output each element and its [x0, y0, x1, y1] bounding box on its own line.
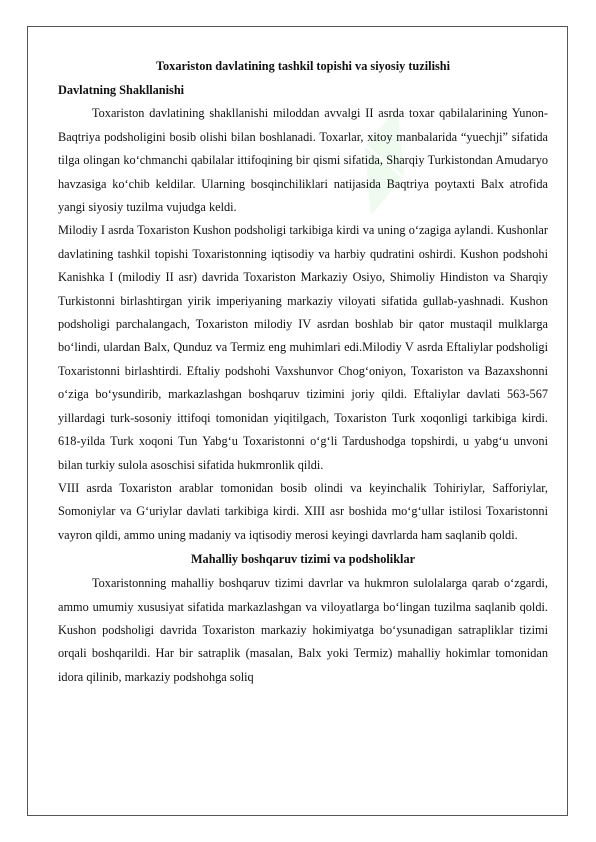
paragraph: Milodiy I asrda Toxariston Kushon podsholigi tarkibiga kirdi va uning o‘zagiga aylandi. Kushonlar davlatining tashkil topishi Toxaristonning iqtisodiy va harbiy qudratini oshirdi. Kushon podshohi Kanishka I (milodiy II asr) davrida Toxariston Markaziy Osiyo, Shimoliy Hindiston va Sharqiy Turkistonni birlashtirgan yirik imperiyaning markaziy viloyati sifatida gullab-yashnadi. Kushon podsholigi parchalangach, Toxariston milodiy IV asrdan boshlab bir qator mustaqil mulklarga bo‘lindi, ulardan Balx, Qunduz va Termiz eng muhimlari edi.Milodiy V asrda Eftaliylar podsholigi Toxaristonni birlashtirdi. Eftaliy podshohi Vaxshunvor Chog‘oniyon, Toxariston va Bazaxshonni o‘ziga bo‘ysundirib, markazlashgan boshqaruv tizimini joriy qildi. Eftaliylar davlati 563-567 yillardagi turk-sosoniy ittifoqi tomonidan yiqitilgach, Toxariston Turk xoqonligi tarkibiga kirdi. 618-yilda Turk xoqoni Tun Yabg‘u Toxaristonni o‘g‘li Tardushodga topshirdi, u yabg‘u unvoni bilan turkiy sulola asoschisi sifatida hukmronlik qildi. — [58, 223, 548, 472]
paragraph: Toxaristonning mahalliy boshqaruv tizimi davrlar va hukmron sulolalarga qarab o‘zgardi, ammo umumiy xususiyat sifatida markazlashgan va viloyatlarga bo‘lingan tuzilma saqlanib qoldi. Kushon podsholigi davrida Toxariston markaziy hokimiyatga bo‘ysunadigan satrapliklar tizimi orqali boshqarildi. Har bir satraplik (masalan, Balx yoki Termiz) mahalliy hokimlar tomonidan idora qilinib, markaziy podshohga soliq — [58, 576, 548, 684]
document-title: Toxariston davlatining tashkil topishi va siyosiy tuzilishi — [155, 59, 451, 73]
watermark: ◢◤ — [320, 94, 442, 220]
section-heading-formation: Davlatning Shakllanishi — [58, 83, 185, 97]
document-body — [58, 54, 548, 689]
section-heading-local-governance: Mahalliy boshqaruv tizimi va podsholiklar — [190, 552, 416, 567]
paragraph: VIII asrda Toxariston arablar tomonidan bosib olindi va keyinchalik Tohiriylar, Safforiylar, Somoniylar va G‘uriylar davlati tarkibiga kirdi. XIII asr boshida mo‘g‘ullar istilosi Toxaristonni vayron qildi, ammo uning madaniy va iqtisodiy merosi keyingi davrlarda ham saqlanib qoldi. — [58, 480, 548, 542]
paragraph: Toxariston davlatining shakllanishi miloddan avvalgi II asrda toxar qabilalarining Yunon-Baqtriya podsholigini bosib olishi bilan boshlanadi. Toxarlar, xitoy manbalarida “yuechji” sifatida tilga olingan ko‘chmanchi qabilalar ittifoqining bir qismi sifatida, Sharqiy Turkistondan Amudaryo havzasiga ko‘chib keldilar. Ularning bosqinchiliklari natijasida Baqtriya poytaxti Balx atrofida yangi siyosiy tuzilma vujudga keldi. — [58, 106, 548, 215]
